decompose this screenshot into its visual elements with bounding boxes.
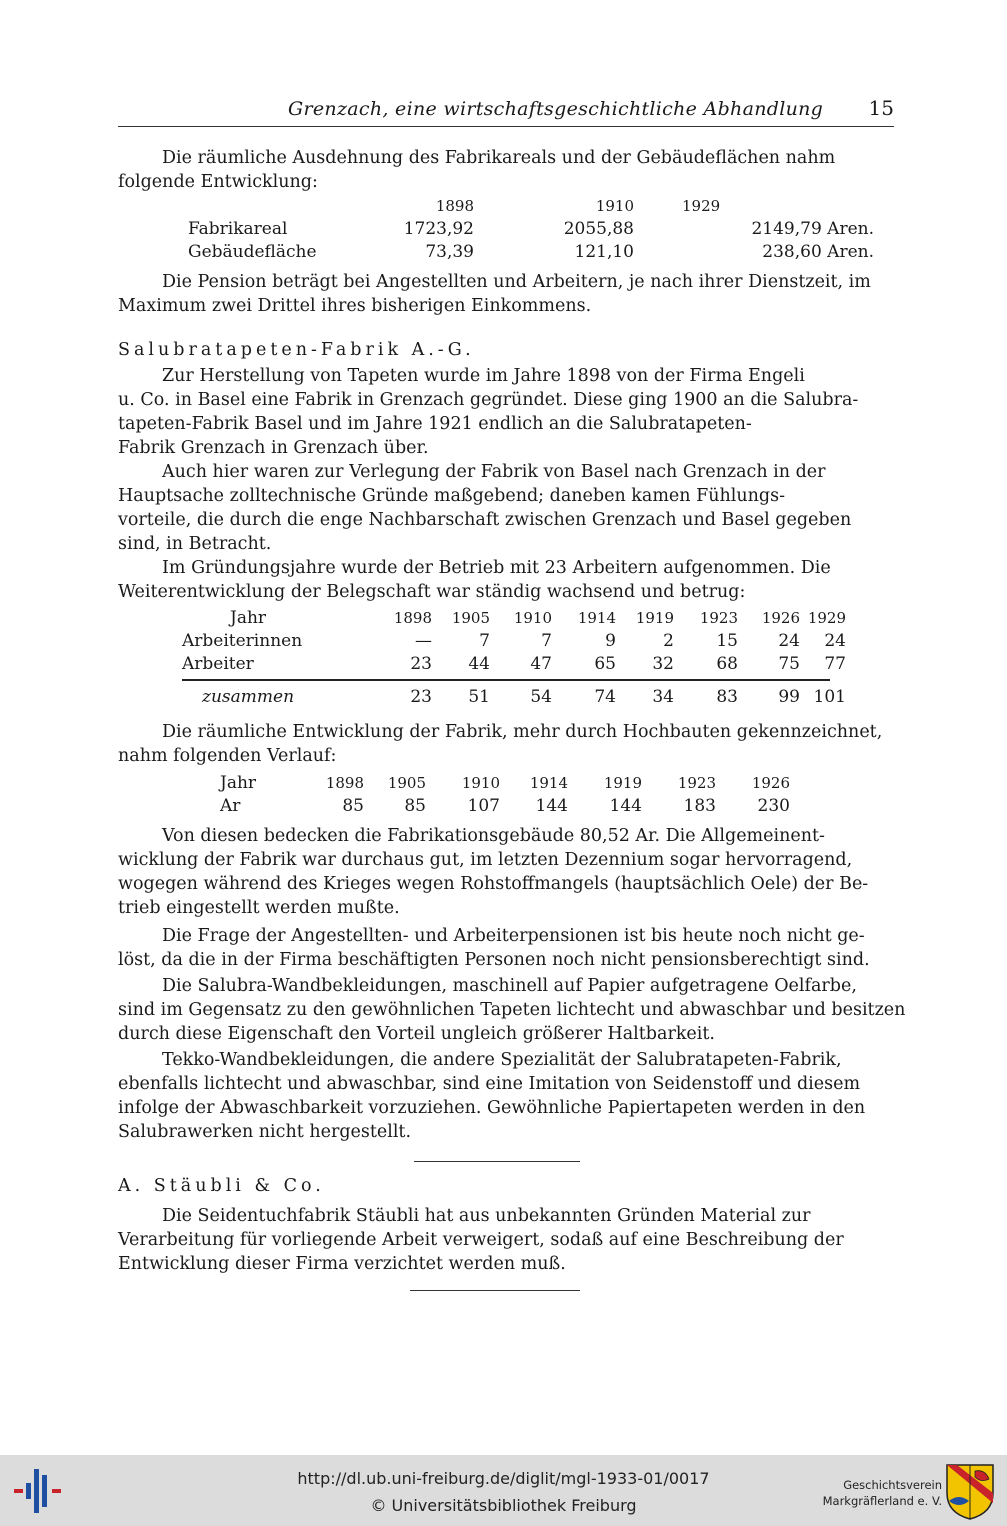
year-cell: 1923 [677, 773, 716, 792]
year-cell: 1926 [751, 773, 790, 792]
permalink-url[interactable]: http://dl.ub.uni-freiburg.de/diglit/mgl-1933-01/0017 [297, 1469, 710, 1488]
sum-rule [182, 679, 830, 681]
paragraph-pension-question [118, 924, 890, 972]
text-line: Hauptsache zolltechnische Gründe maßgebend; daneben kamen Fühlungs- [118, 486, 786, 506]
text-line: Die räumliche Entwicklung der Fabrik, mehr durch Hochbauten gekennzeichnet, [162, 722, 883, 742]
header-label: Jahr [230, 607, 267, 628]
row-label: Ar [220, 795, 241, 816]
text-line: Zur Herstellung von Tapeten wurde im Jahre 1898 von der Firma Engeli [162, 366, 805, 386]
coat-of-arms-icon [945, 1463, 995, 1521]
value-cell: 23 [410, 653, 432, 674]
value-cell: 7 [479, 630, 490, 651]
year-cell: 1929 [807, 608, 846, 627]
paragraph-general-development [118, 824, 890, 920]
text-line: Salubrawerken nicht hergestellt. [118, 1122, 412, 1142]
row-label: Jahr [220, 772, 257, 793]
text-line: Die Frage der Angestellten- und Arbeiterpensionen ist bis heute noch nicht ge- [162, 926, 865, 946]
text-line: Verarbeitung für vorliegende Arbeit verweigert, sodaß auf eine Beschreibung der [118, 1230, 844, 1250]
total-cell: 51 [468, 686, 490, 707]
value-cell: 7 [541, 630, 552, 651]
end-separator [410, 1290, 580, 1291]
value-cell: 9 [605, 630, 616, 651]
table-total-row [182, 685, 846, 708]
value-cell: 2149,79 Aren. [751, 218, 874, 239]
text-line: sind, in Betracht. [118, 534, 272, 554]
text-line: Fabrik Grenzach in Grenzach über. [118, 438, 429, 458]
table-row [188, 240, 874, 263]
value-cell: 65 [594, 653, 616, 674]
year-cell: 1919 [603, 773, 642, 792]
area-growth-table [220, 771, 790, 817]
year-cell: 1910 [513, 608, 552, 627]
text-line: nahm folgenden Verlauf: [118, 746, 337, 766]
table-row [220, 771, 790, 794]
paragraph-staeubli [118, 1204, 890, 1276]
text-line: Die Seidentuchfabrik Stäubli hat aus unbekannten Gründen Material zur [162, 1206, 811, 1226]
text-line: Die Salubra-Wandbekleidungen, maschinell auf Papier aufgetragene Oelfarbe, [162, 976, 857, 996]
value-cell: 183 [683, 795, 716, 816]
row-label: Gebäudefläche [188, 241, 317, 262]
total-cell: 34 [652, 686, 674, 707]
value-cell: 230 [757, 795, 790, 816]
year-cell: 1910 [461, 773, 500, 792]
running-title: Grenzach, eine wirtschaftsgeschichtliche Abhandlung [288, 98, 824, 120]
text-line: wicklung der Fabrik war durchaus gut, im letzten Dezennium sogar hervorragend, [118, 850, 853, 870]
table-row [188, 217, 874, 240]
text-line: Die räumliche Ausdehnung des Fabrikareals und der Gebäudeflächen nahm [162, 148, 836, 168]
text-line: trieb eingestellt werden mußte. [118, 898, 400, 918]
text-line: Weiterentwicklung der Belegschaft war ständig wachsend und betrug: [118, 582, 746, 602]
year-cell: 1905 [451, 608, 490, 627]
row-label: Fabrikareal [188, 218, 288, 239]
text-line: tapeten-Fabrik Basel und im Jahre 1921 endlich an die Salubratapeten- [118, 414, 752, 434]
value-cell: 44 [468, 653, 490, 674]
footer-bar [0, 1455, 1007, 1526]
workforce-table [182, 606, 846, 708]
value-cell: 238,60 Aren. [762, 241, 874, 262]
value-cell: 2055,88 [563, 218, 634, 239]
paragraph-spatial-development [118, 720, 890, 768]
text-line: ebenfalls lichtecht und abwaschbar, sind eine Imitation von Seidenstoff und diesem [118, 1074, 861, 1094]
value-cell: 144 [609, 795, 642, 816]
year-cell: 1926 [761, 608, 800, 627]
paragraph-salubra-history [118, 364, 890, 460]
paragraph-relocation [118, 460, 890, 556]
year-cell: 1910 [595, 196, 634, 215]
value-cell: 32 [652, 653, 674, 674]
section-separator [414, 1161, 580, 1162]
table-row [220, 794, 790, 817]
text-line: u. Co. in Basel eine Fabrik in Grenzach gegründet. Diese ging 1900 an die Salubra- [118, 390, 859, 410]
value-cell: 75 [778, 653, 800, 674]
value-cell: — [415, 630, 432, 651]
organization-name [812, 1477, 942, 1509]
row-label: Arbeiterinnen [182, 630, 303, 651]
section-heading-staeubli: A. Stäubli & Co. [118, 1176, 325, 1196]
page-number: 15 [868, 96, 894, 120]
text-line: sind im Gegensatz zu den gewöhnlichen Tapeten lichtecht und abwaschbar und besitzen [118, 1000, 906, 1020]
year-cell: 1898 [435, 196, 474, 215]
text-line: Von diesen bedecken die Fabrikationsgebäude 80,52 Ar. Die Allgemeinent- [162, 826, 825, 846]
value-cell: 47 [530, 653, 552, 674]
total-cell: 54 [530, 686, 552, 707]
text-line: Im Gründungsjahre wurde der Betrieb mit 23 Arbeitern aufgenommen. Die [162, 558, 831, 578]
value-cell: 73,39 [425, 241, 474, 262]
value-cell: 107 [467, 795, 500, 816]
value-cell: 144 [535, 795, 568, 816]
paragraph-area-development [118, 146, 890, 194]
text-line: löst, da die in der Firma beschäftigten Personen noch nicht pensionsberechtigt sind. [118, 950, 870, 970]
year-cell: 1919 [635, 608, 674, 627]
area-table [188, 194, 874, 263]
total-cell: 101 [813, 686, 846, 707]
header-rule [118, 126, 894, 127]
text-line: Auch hier waren zur Verlegung der Fabrik von Basel nach Grenzach in der [162, 462, 826, 482]
paragraph-salubra-wall [118, 974, 906, 1046]
year-cell: 1914 [577, 608, 616, 627]
total-cell: 23 [410, 686, 432, 707]
text-line: Entwicklung dieser Firma verzichtet werden muß. [118, 1254, 566, 1274]
year-cell: 1914 [529, 773, 568, 792]
table-row [182, 652, 846, 675]
year-cell: 1898 [393, 608, 432, 627]
value-cell: 121,10 [574, 241, 634, 262]
text-line: folgende Entwicklung: [118, 172, 318, 192]
text-line: Maximum zwei Drittel ihres bisherigen Einkommens. [118, 296, 592, 316]
paragraph-pension [118, 270, 890, 318]
text-line: wogegen während des Krieges wegen Rohstoffmangels (hauptsächlich Oele) der Be- [118, 874, 869, 894]
org-line: Geschichtsverein [843, 1478, 942, 1492]
value-cell: 15 [716, 630, 738, 651]
year-cell: 1898 [325, 773, 364, 792]
running-header [118, 96, 894, 124]
text-line: vorteile, die durch die enge Nachbarschaft zwischen Grenzach und Basel gegeben [118, 510, 852, 530]
total-label: zusammen [202, 686, 295, 707]
value-cell: 85 [342, 795, 364, 816]
total-cell: 99 [778, 686, 800, 707]
text-line: Tekko-Wandbekleidungen, die andere Spezialität der Salubratapeten-Fabrik, [162, 1050, 842, 1070]
year-cell: 1929 [682, 196, 721, 215]
table-header-row [188, 194, 874, 217]
row-label: Arbeiter [182, 653, 254, 674]
total-cell: 83 [716, 686, 738, 707]
paragraph-tekko [118, 1048, 890, 1144]
value-cell: 68 [716, 653, 738, 674]
total-cell: 74 [594, 686, 616, 707]
paragraph-workforce [118, 556, 890, 604]
value-cell: 85 [404, 795, 426, 816]
year-cell: 1923 [699, 608, 738, 627]
value-cell: 77 [824, 653, 846, 674]
value-cell: 2 [663, 630, 674, 651]
copyright-text: © Universitätsbibliothek Freiburg [370, 1496, 637, 1515]
section-heading-salubra: Salubratapeten-Fabrik A.-G. [118, 340, 475, 360]
text-line: Die Pension beträgt bei Angestellten und Arbeitern, je nach ihrer Dienstzeit, im [162, 272, 871, 292]
text-line: durch diese Eigenschaft den Vorteil ungleich größerer Haltbarkeit. [118, 1024, 715, 1044]
value-cell: 24 [778, 630, 800, 651]
value-cell: 1723,92 [403, 218, 474, 239]
table-row [182, 629, 846, 652]
year-cell: 1905 [387, 773, 426, 792]
value-cell: 24 [824, 630, 846, 651]
text-line: infolge der Abwaschbarkeit vorzuziehen. Gewöhnliche Papiertapeten werden in den [118, 1098, 866, 1118]
org-line: Markgräflerland e. V. [822, 1494, 942, 1508]
table-header-row [182, 606, 846, 629]
